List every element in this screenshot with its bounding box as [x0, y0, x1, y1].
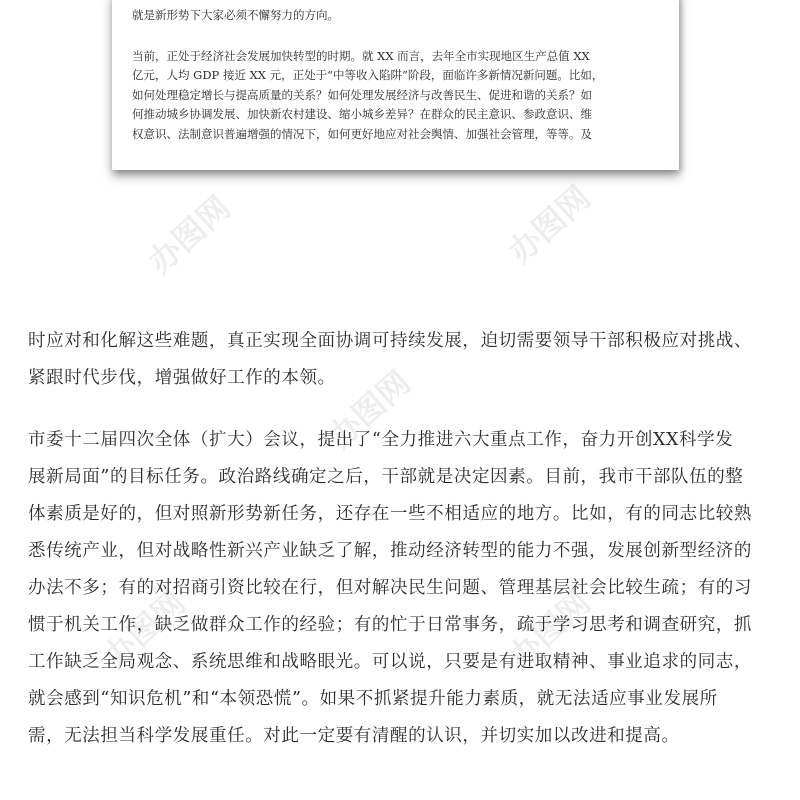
watermark: 办图网	[500, 583, 598, 676]
body-line: 体素质是好的，但对照新形势新任务，还存在一些不相适应的地方。比如，有的同志比较熟	[28, 504, 752, 524]
body-line: 就会感到“知识危机”和“本领恐慌”。如果不抓紧提升能力素质，就无法适应事业发展所	[28, 689, 718, 709]
document-preview-card	[112, 0, 679, 170]
watermark: 办图网	[320, 363, 418, 456]
excerpt-line: 当前，正处于经济社会发展加快转型的时期。就 XX 而言，去年全市实现地区生产总值 XX	[132, 48, 590, 63]
excerpt-line: 权意识、法制意识普遍增强的情况下，如何更好地应对社会舆情、加强社会管理，等等。及	[132, 126, 592, 141]
excerpt-line: 如何处理稳定增长与提高质量的关系？如何处理发展经济与改善民生、促进和谐的关系？如	[132, 87, 592, 102]
body-line: 悉传统产业，但对战略性新兴产业缺乏了解，推动经济转型的能力不强，发展创新型经济的	[28, 541, 752, 561]
paragraph-gap	[132, 26, 662, 47]
body-line: 时应对和化解这些难题，真正实现全面协调可持续发展，迫切需要领导干部积极应对挑战、	[28, 331, 752, 351]
paragraph-gap	[28, 397, 778, 422]
body-line: 办法不多；有的对招商引资比较在行，但对解决民生问题、管理基层社会比较生疏；有的习	[28, 578, 752, 598]
article-body	[28, 323, 778, 755]
body-line: 展新局面”的目标任务。政治路线确定之后，干部就是决定因素。目前，我市干部队伍的整	[28, 467, 744, 487]
body-line: 惯于机关工作，缺乏做群众工作的经验；有的忙于日常事务，疏于学习思考和调查研究，抓	[28, 615, 752, 635]
excerpt-line: 就是新形势下大家必须不懈努力的方向。	[132, 8, 339, 22]
excerpt-line: 亿元，人均 GDP 接近 XX 元，正处于“中等收入陷阱”阶段，面临许多新情况新问题。比如，	[132, 68, 604, 82]
watermark: 办图网	[95, 583, 193, 676]
watermark: 办图网	[500, 178, 598, 271]
body-line: 紧跟时代步伐，增强做好工作的本领。	[28, 368, 336, 388]
body-line: 需，无法担当科学发展重任。对此一定要有清醒的认识，并切实加以改进和提高。	[28, 726, 680, 746]
watermark: 办图网	[140, 188, 238, 281]
body-line: 工作缺乏全局观念、系统思维和战略眼光。可以说，只要是有进取精神、事业追求的同志，	[28, 652, 752, 672]
body-line: 市委十二届四次全体（扩大）会议，提出了“全力推进六大重点工作，奋力开创XX科学发	[28, 430, 734, 450]
excerpt-line: 何推动城乡协调发展、加快新农村建设、缩小城乡差异？在群众的民主意识、参政意识、维	[132, 107, 592, 121]
document-excerpt	[132, 6, 662, 144]
